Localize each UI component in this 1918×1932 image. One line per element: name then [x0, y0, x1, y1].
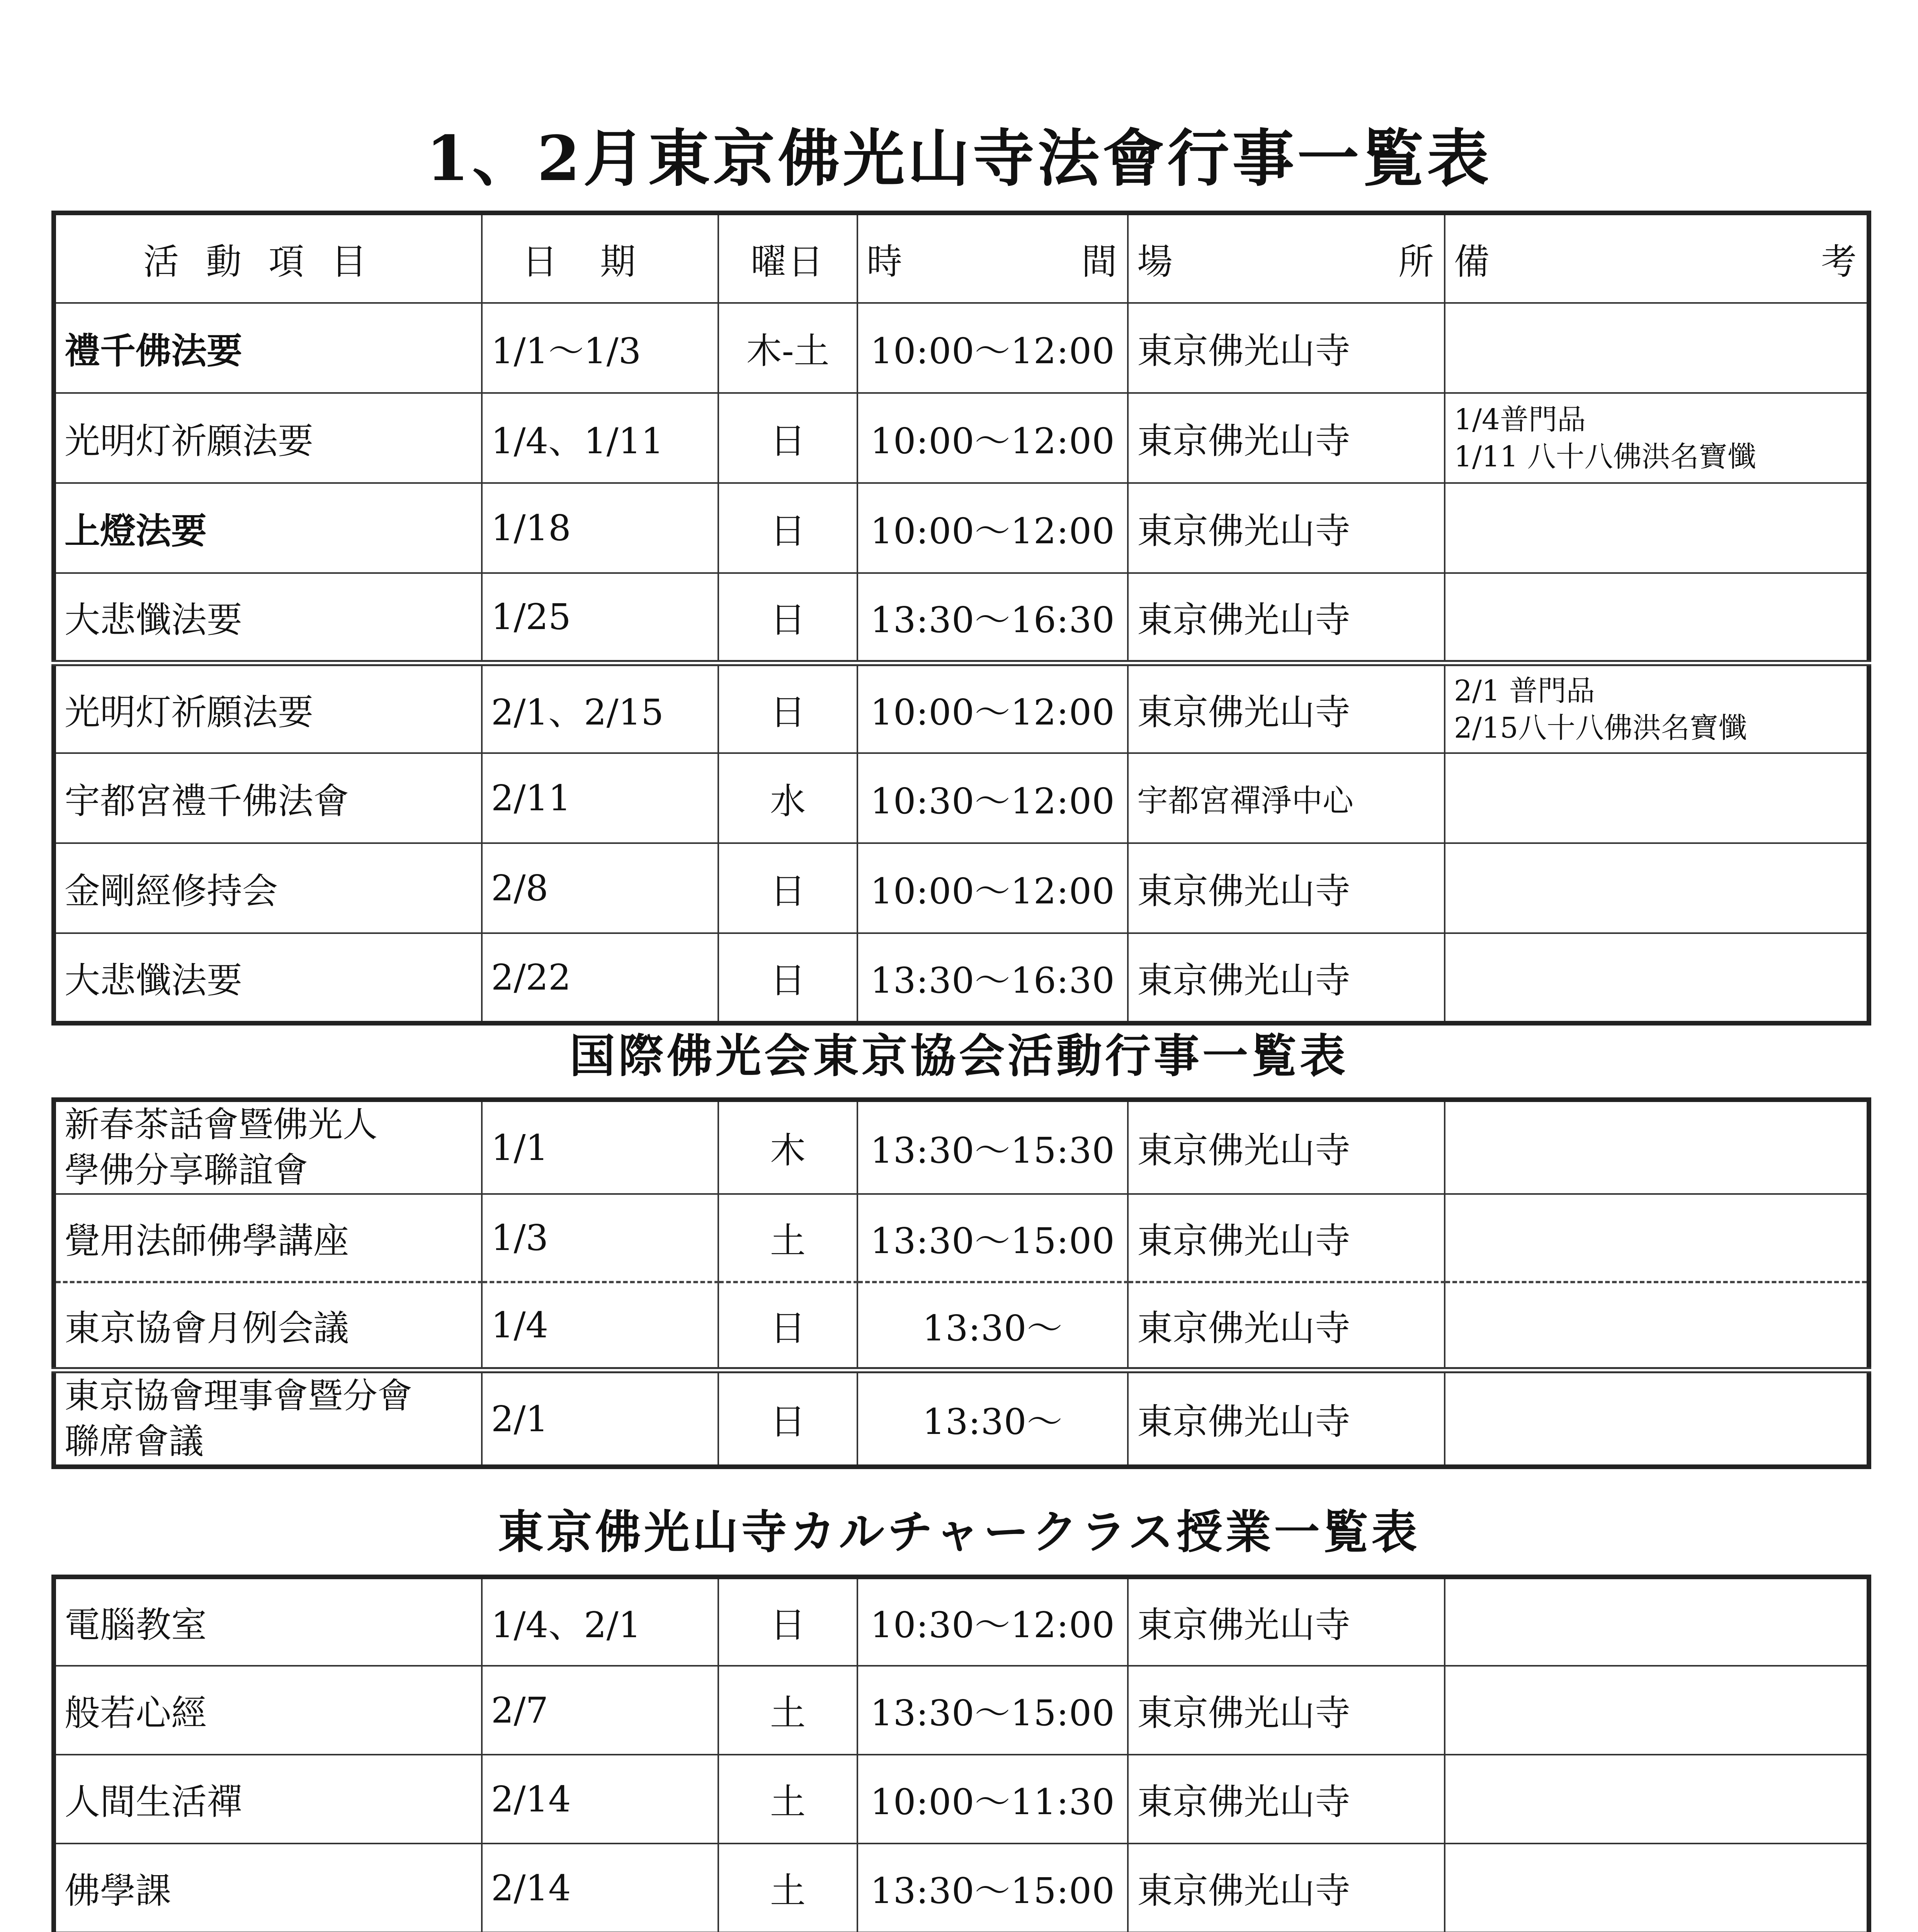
- event-day: 土: [718, 1194, 857, 1282]
- activity-date: 1/4、1/11: [482, 393, 718, 483]
- event-note: [1445, 1282, 1869, 1370]
- activity-name: 大悲懺法要: [54, 573, 482, 663]
- activity-place: 東京佛光山寺: [1128, 663, 1445, 753]
- dharma-services-table: [51, 211, 1871, 1026]
- event-place: 東京佛光山寺: [1128, 1194, 1445, 1282]
- header-date: 日期: [482, 213, 718, 303]
- activity-time: 10:30～12:00: [857, 753, 1128, 843]
- header-time: 時間: [857, 213, 1128, 303]
- class-note: [1445, 1755, 1869, 1844]
- table-row: [54, 483, 1869, 573]
- activity-time: 13:30～16:30: [857, 933, 1128, 1023]
- activity-note: [1445, 663, 1869, 753]
- table-row: [54, 1370, 1869, 1467]
- note-line: 2/15八十八佛洪名寶懺: [1454, 711, 1747, 745]
- activity-date: 1/18: [482, 483, 718, 573]
- activity-name: 大悲懺法要: [54, 933, 482, 1023]
- event-place: 東京佛光山寺: [1128, 1370, 1445, 1467]
- table-row: [54, 1844, 1869, 1932]
- event-place: 東京佛光山寺: [1128, 1100, 1445, 1194]
- event-name: [54, 1370, 482, 1467]
- culture-classes-table: [51, 1575, 1871, 1932]
- class-date: 1/4、2/1: [482, 1577, 718, 1666]
- event-name-line: 新春茶話會暨佛光人: [65, 1104, 377, 1145]
- table-row: [54, 573, 1869, 663]
- class-date: 2/14: [482, 1755, 718, 1844]
- activity-date: 2/22: [482, 933, 718, 1023]
- class-time: 10:30～12:00: [857, 1577, 1128, 1666]
- activity-time: 10:00～12:00: [857, 663, 1128, 753]
- class-day: 土: [718, 1666, 857, 1755]
- event-name-line: 學佛分享聯誼會: [65, 1150, 308, 1190]
- event-date: 2/1: [482, 1370, 718, 1467]
- class-date: 2/14: [482, 1844, 718, 1932]
- activity-day: 日: [718, 483, 857, 573]
- activity-day: 日: [718, 663, 857, 753]
- association-events-table: [51, 1097, 1871, 1469]
- activity-day: 日: [718, 843, 857, 933]
- event-day: 木: [718, 1100, 857, 1194]
- class-day: 日: [718, 1577, 857, 1666]
- activity-date: 2/11: [482, 753, 718, 843]
- activity-place: 東京佛光山寺: [1128, 843, 1445, 933]
- table-row: [54, 1282, 1869, 1370]
- activity-place: 東京佛光山寺: [1128, 483, 1445, 573]
- header-note: 備考: [1445, 213, 1869, 303]
- table-row: [54, 1755, 1869, 1844]
- activity-place: 東京佛光山寺: [1128, 933, 1445, 1023]
- activity-time: 10:00～12:00: [857, 483, 1128, 573]
- table-row: [54, 303, 1869, 393]
- class-note: [1445, 1577, 1869, 1666]
- class-time: 13:30～15:00: [857, 1844, 1128, 1932]
- activity-day: 日: [718, 573, 857, 663]
- activity-date: 2/8: [482, 843, 718, 933]
- event-day: 日: [718, 1282, 857, 1370]
- main-title: 1、2月東京佛光山寺法會行事一覧表: [426, 122, 1492, 195]
- event-time: 13:30～15:30: [857, 1100, 1128, 1194]
- activity-time: 10:00～12:00: [857, 393, 1128, 483]
- activity-note: [1445, 483, 1869, 573]
- table-row: [54, 393, 1869, 483]
- activity-note: [1445, 573, 1869, 663]
- table-row: [54, 1194, 1869, 1282]
- event-date: 1/3: [482, 1194, 718, 1282]
- class-place: 東京佛光山寺: [1128, 1844, 1445, 1932]
- activity-day: 木-土: [718, 303, 857, 393]
- event-name: 覺用法師佛學講座: [54, 1194, 482, 1282]
- event-name: 東京協會月例会議: [54, 1282, 482, 1370]
- class-name: 人間生活禪: [54, 1755, 482, 1844]
- header-activity: 活動項目: [54, 213, 482, 303]
- activity-time: 13:30～16:30: [857, 573, 1128, 663]
- note-line: 1/4普門品: [1454, 403, 1586, 436]
- culture-title: 東京佛光山寺カルチャークラス授業一覧表: [498, 1505, 1420, 1559]
- event-day: 日: [718, 1370, 857, 1467]
- event-place: 東京佛光山寺: [1128, 1282, 1445, 1370]
- activity-date: 1/25: [482, 573, 718, 663]
- event-date: 1/1: [482, 1100, 718, 1194]
- header-place: 場所: [1128, 213, 1445, 303]
- event-time: 13:30～15:00: [857, 1194, 1128, 1282]
- table-row: [54, 843, 1869, 933]
- activity-day: 日: [718, 933, 857, 1023]
- event-note: [1445, 1100, 1869, 1194]
- activity-date: 1/1～1/3: [482, 303, 718, 393]
- activity-name: 金剛經修持会: [54, 843, 482, 933]
- class-place: 東京佛光山寺: [1128, 1577, 1445, 1666]
- event-note: [1445, 1194, 1869, 1282]
- header-day: 曜日: [718, 213, 857, 303]
- activity-place: 東京佛光山寺: [1128, 573, 1445, 663]
- activity-note: [1445, 303, 1869, 393]
- table-row: [54, 1666, 1869, 1755]
- class-place: 東京佛光山寺: [1128, 1755, 1445, 1844]
- event-note: [1445, 1370, 1869, 1467]
- activity-name: 宇都宮禮千佛法會: [54, 753, 482, 843]
- class-time: 13:30～15:00: [857, 1666, 1128, 1755]
- class-note: [1445, 1666, 1869, 1755]
- activity-note: [1445, 393, 1869, 483]
- activity-name: 禮千佛法要: [54, 303, 482, 393]
- activity-date: 2/1、2/15: [482, 663, 718, 753]
- table-row: [54, 753, 1869, 843]
- table-row: [54, 1100, 1869, 1194]
- activity-note: [1445, 753, 1869, 843]
- class-date: 2/7: [482, 1666, 718, 1755]
- class-name: 電腦教室: [54, 1577, 482, 1666]
- activity-name: 上燈法要: [54, 483, 482, 573]
- activity-note: [1445, 843, 1869, 933]
- activity-note: [1445, 933, 1869, 1023]
- activity-day: 水: [718, 753, 857, 843]
- event-time: 13:30～: [857, 1282, 1128, 1370]
- activity-place: 東京佛光山寺: [1128, 303, 1445, 393]
- event-date: 1/4: [482, 1282, 718, 1370]
- association-title: 国際佛光会東京協会活動行事一覧表: [569, 1029, 1348, 1083]
- event-name: [54, 1100, 482, 1194]
- class-name: 般若心經: [54, 1666, 482, 1755]
- note-line: 1/11 八十八佛洪名寶懺: [1454, 440, 1756, 473]
- class-day: 土: [718, 1844, 857, 1932]
- event-name-line: 東京協會理事會暨分會: [65, 1376, 412, 1416]
- table-row: [54, 933, 1869, 1023]
- activity-time: 10:00～12:00: [857, 303, 1128, 393]
- class-name: 佛學課: [54, 1844, 482, 1932]
- class-day: 土: [718, 1755, 857, 1844]
- activity-name: 光明灯祈願法要: [54, 393, 482, 483]
- event-name-line: 聯席會議: [65, 1421, 204, 1462]
- activity-place: 宇都宮禪淨中心: [1128, 753, 1445, 843]
- table-row: [54, 1577, 1869, 1666]
- event-time: 13:30～: [857, 1370, 1128, 1467]
- note-line: 2/1 普門品: [1454, 674, 1595, 707]
- class-place: 東京佛光山寺: [1128, 1666, 1445, 1755]
- table-header-row: [54, 213, 1869, 303]
- class-time: 10:00～11:30: [857, 1755, 1128, 1844]
- activity-time: 10:00～12:00: [857, 843, 1128, 933]
- activity-place: 東京佛光山寺: [1128, 393, 1445, 483]
- class-note: [1445, 1844, 1869, 1932]
- table-row: [54, 663, 1869, 753]
- activity-name: 光明灯祈願法要: [54, 663, 482, 753]
- activity-day: 日: [718, 393, 857, 483]
